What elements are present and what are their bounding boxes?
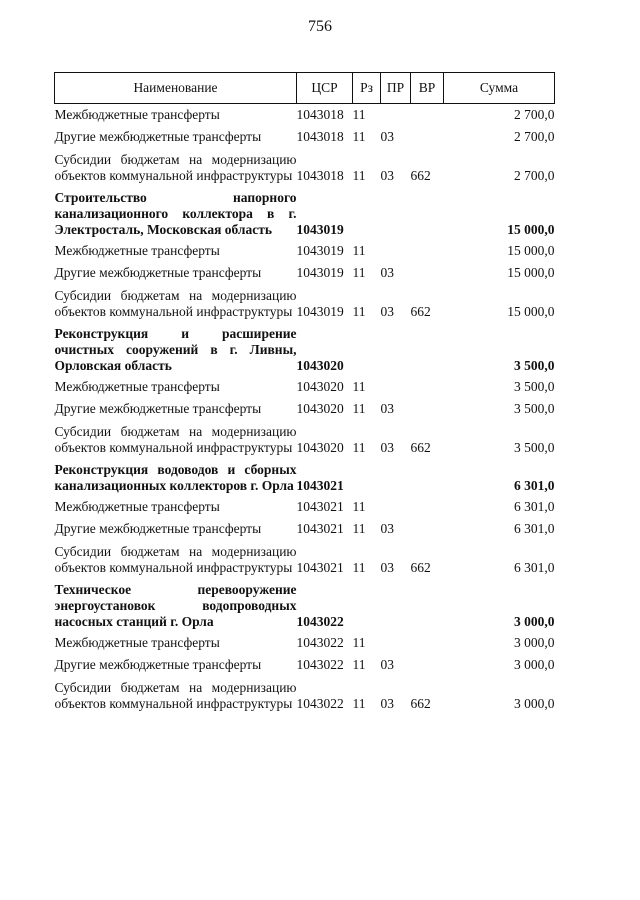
- table-row: [55, 458, 555, 496]
- row-name: Межбюджетные трансферты: [54, 243, 220, 258]
- row-vr: 662: [410, 440, 431, 455]
- table-row: [55, 420, 555, 458]
- row-vr: [411, 240, 444, 262]
- header-vr: ВР: [411, 73, 444, 104]
- row-csr: 1043019: [296, 304, 344, 319]
- row-pr: [381, 578, 411, 632]
- row-vr: [411, 518, 444, 540]
- row-vr: 662: [410, 696, 431, 711]
- table-row: [55, 148, 555, 186]
- row-vr: 662: [410, 560, 431, 575]
- row-vr: [411, 654, 444, 676]
- row-name: Межбюджетные трансферты: [54, 635, 220, 650]
- header-rz: Рз: [353, 73, 381, 104]
- table-row: [55, 540, 555, 578]
- row-rz: [353, 322, 381, 376]
- row-name: Другие межбюджетные трансферты: [54, 657, 262, 672]
- row-rz: 11: [352, 696, 366, 711]
- row-sum: 3 500,0: [514, 358, 555, 373]
- row-csr: 1043021: [296, 521, 344, 536]
- row-sum: 3 000,0: [514, 657, 555, 672]
- row-pr: 03: [380, 440, 394, 455]
- row-name: Другие межбюджетные трансферты: [54, 401, 262, 416]
- row-rz: 11: [352, 401, 366, 416]
- row-vr: [411, 262, 444, 284]
- row-csr: 1043021: [296, 478, 344, 493]
- row-rz: 11: [352, 129, 366, 144]
- row-sum: 15 000,0: [507, 222, 555, 237]
- row-name: Техническое перевооружение энергоустановок водопроводных насосных станций г. Орла: [54, 582, 297, 629]
- row-pr: 03: [380, 129, 394, 144]
- row-csr: 1043021: [296, 499, 344, 514]
- row-csr: 1043018: [296, 129, 344, 144]
- header-sum: Сумма: [444, 73, 555, 104]
- row-name: Межбюджетные трансферты: [54, 379, 220, 394]
- row-vr: [411, 126, 444, 148]
- row-csr: 1043020: [296, 379, 344, 394]
- row-name: Строительство напорного канализационного коллектора в г. Электросталь, Московская область: [54, 190, 297, 237]
- row-pr: [381, 186, 411, 240]
- row-name: Субсидии бюджетам на модернизацию объектов коммунальной инфраструктуры: [54, 152, 297, 183]
- row-rz: 11: [352, 657, 366, 672]
- row-vr: 662: [410, 304, 431, 319]
- row-pr: [381, 632, 411, 654]
- page-number: 756: [308, 18, 332, 35]
- table-row: [55, 240, 555, 262]
- row-sum: 3 500,0: [514, 379, 555, 394]
- row-sum: 3 500,0: [514, 440, 555, 455]
- header-pr: ПР: [381, 73, 411, 104]
- row-name: Реконструкция и расширение очистных сооружений в г. Ливны, Орловская область: [54, 326, 297, 373]
- row-csr: 1043021: [296, 560, 344, 575]
- row-pr: 03: [380, 657, 394, 672]
- row-sum: 3 000,0: [514, 614, 555, 629]
- row-vr: [411, 458, 444, 496]
- row-csr: 1043019: [296, 222, 344, 237]
- row-rz: 11: [352, 168, 366, 183]
- row-sum: 15 000,0: [507, 243, 555, 258]
- row-name: Субсидии бюджетам на модернизацию объектов коммунальной инфраструктуры: [54, 544, 297, 575]
- row-rz: 11: [352, 499, 366, 514]
- row-sum: 3 000,0: [514, 696, 555, 711]
- row-vr: [411, 186, 444, 240]
- row-sum: 3 000,0: [514, 635, 555, 650]
- table-row: [55, 104, 555, 127]
- row-pr: 03: [380, 401, 394, 416]
- row-pr: [381, 322, 411, 376]
- table-row: [55, 262, 555, 284]
- table-row: [55, 322, 555, 376]
- row-sum: 2 700,0: [514, 107, 555, 122]
- row-csr: 1043022: [296, 635, 344, 650]
- row-pr: [381, 496, 411, 518]
- row-csr: 1043022: [296, 614, 344, 629]
- row-rz: [353, 578, 381, 632]
- row-rz: 11: [352, 560, 366, 575]
- table-row: [55, 398, 555, 420]
- row-name: Субсидии бюджетам на модернизацию объектов коммунальной инфраструктуры: [54, 680, 297, 711]
- row-rz: 11: [352, 521, 366, 536]
- table-row: [55, 376, 555, 398]
- row-pr: 03: [380, 521, 394, 536]
- budget-table: [54, 72, 555, 714]
- row-sum: 15 000,0: [507, 304, 555, 319]
- row-pr: [381, 376, 411, 398]
- row-sum: 3 500,0: [514, 401, 555, 416]
- row-vr: 662: [410, 168, 431, 183]
- table-row: [55, 496, 555, 518]
- row-csr: 1043019: [296, 265, 344, 280]
- row-csr: 1043020: [296, 440, 344, 455]
- row-rz: 11: [352, 440, 366, 455]
- row-name: Другие межбюджетные трансферты: [54, 129, 262, 144]
- row-sum: 6 301,0: [514, 478, 555, 493]
- row-name: Субсидии бюджетам на модернизацию объектов коммунальной инфраструктуры: [54, 288, 297, 319]
- row-pr: 03: [380, 168, 394, 183]
- row-name: Межбюджетные трансферты: [54, 499, 220, 514]
- row-csr: 1043019: [296, 243, 344, 258]
- row-vr: [411, 376, 444, 398]
- table-row: [55, 676, 555, 714]
- table-row: [55, 518, 555, 540]
- row-rz: 11: [352, 243, 366, 258]
- row-name: Межбюджетные трансферты: [54, 107, 220, 122]
- row-pr: 03: [380, 265, 394, 280]
- row-csr: 1043018: [296, 168, 344, 183]
- row-rz: 11: [352, 635, 366, 650]
- row-sum: 6 301,0: [514, 560, 555, 575]
- row-vr: [411, 398, 444, 420]
- row-pr: [381, 458, 411, 496]
- header-csr: ЦСР: [297, 73, 353, 104]
- row-rz: [353, 458, 381, 496]
- header-name: Наименование: [55, 73, 297, 104]
- row-pr: 03: [380, 304, 394, 319]
- row-sum: 2 700,0: [514, 129, 555, 144]
- table-row: [55, 654, 555, 676]
- table-header-row: [55, 73, 555, 104]
- row-vr: [411, 632, 444, 654]
- row-rz: 11: [352, 265, 366, 280]
- row-name: Другие межбюджетные трансферты: [54, 521, 262, 536]
- table-row: [55, 578, 555, 632]
- row-csr: 1043020: [296, 401, 344, 416]
- row-pr: [381, 104, 411, 127]
- table-row: [55, 284, 555, 322]
- row-rz: [353, 186, 381, 240]
- row-sum: 15 000,0: [507, 265, 555, 280]
- table-row: [55, 126, 555, 148]
- table-row: [55, 186, 555, 240]
- row-sum: 6 301,0: [514, 499, 555, 514]
- row-pr: [381, 240, 411, 262]
- row-name: Другие межбюджетные трансферты: [54, 265, 262, 280]
- row-name: Реконструкция водоводов и сборных канализационных коллекторов г. Орла: [54, 462, 297, 493]
- row-sum: 2 700,0: [514, 168, 555, 183]
- row-rz: 11: [352, 379, 366, 394]
- row-vr: [411, 104, 444, 127]
- row-csr: 1043018: [296, 107, 344, 122]
- row-vr: [411, 496, 444, 518]
- row-pr: 03: [380, 560, 394, 575]
- row-csr: 1043020: [296, 358, 344, 373]
- row-vr: [411, 578, 444, 632]
- row-sum: 6 301,0: [514, 521, 555, 536]
- row-csr: 1043022: [296, 657, 344, 672]
- row-pr: 03: [380, 696, 394, 711]
- table-row: [55, 632, 555, 654]
- row-name: Субсидии бюджетам на модернизацию объектов коммунальной инфраструктуры: [54, 424, 297, 455]
- row-csr: 1043022: [296, 696, 344, 711]
- row-vr: [411, 322, 444, 376]
- row-rz: 11: [352, 107, 366, 122]
- row-rz: 11: [352, 304, 366, 319]
